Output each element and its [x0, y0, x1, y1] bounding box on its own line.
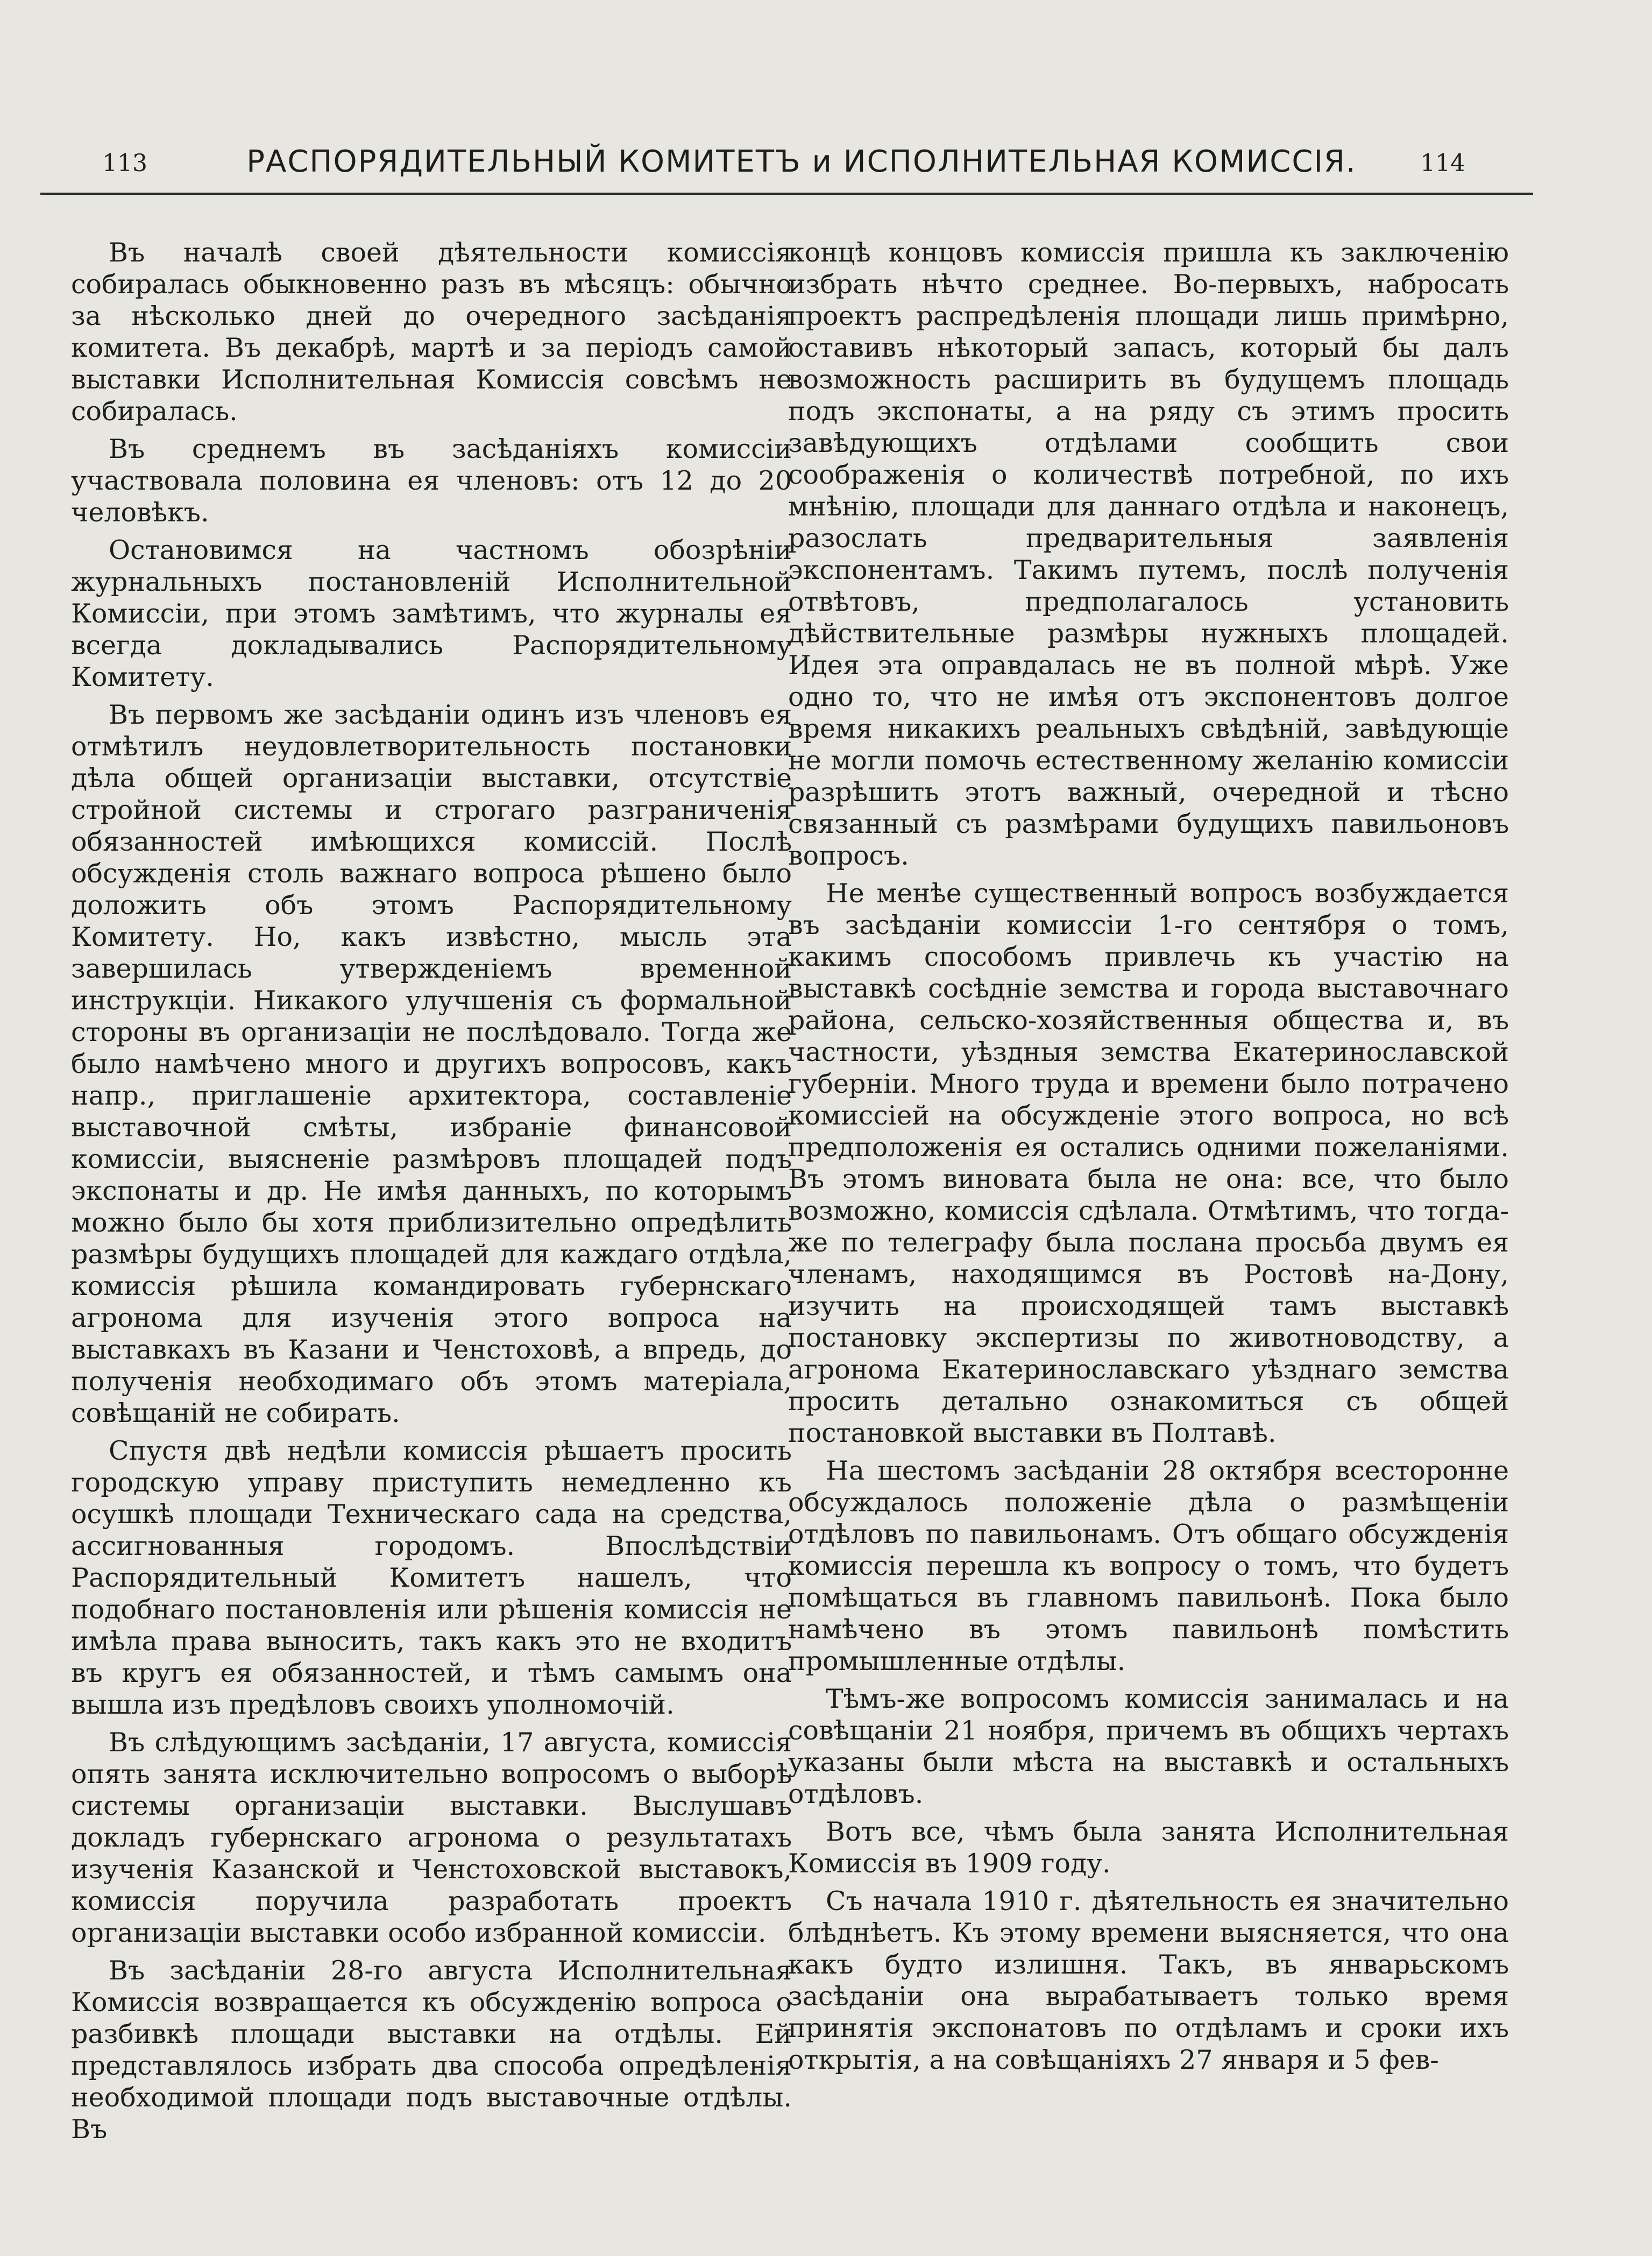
paragraph: Въ слѣдующимъ засѣданіи, 17 августа, комиссія опять занята исключительно вопросомъ о выборѣ системы организаціи выставки. Выслушавъ докладъ губернскаго агронома о результатахъ изученія Казанской и Ченстоховской выставокъ, комиссія поручила разработать проектъ организаціи выставки особо избранной комиссіи.	[71, 1727, 792, 1948]
left-column	[71, 237, 792, 2151]
paragraph: Въ началѣ своей дѣятельности комиссія собиралась обыкновенно разъ въ мѣсяцъ: обычно за нѣсколько дней до очередного засѣданія комитета. Въ декабрѣ, мартѣ и за періодъ самой выставки Исполнительная Комиссія совсѣмъ не собиралась.	[71, 237, 792, 427]
paragraph: Въ первомъ же засѣданіи одинъ изъ членовъ ея отмѣтилъ неудовлетворительность постановки дѣла общей организаціи выставки, отсутствіе стройной системы и строгаго разграниченія обязанностей имѣющихся комиссій. Послѣ обсужденія столь важнаго вопроса рѣшено было доложить объ этомъ Распорядительному Комитету. Но, какъ извѣстно, мысль эта завершилась утвержденіемъ временной инструкціи. Никакого улучшенія съ формальной стороны въ организаціи не послѣдовало. Тогда же было намѣчено много и другихъ вопросовъ, какъ напр., приглашеніе архитектора, составленіе выставочной смѣты, избраніе финансовой комиссіи, выясненіе размѣровъ площадей подъ экспонаты и др. Не имѣя данныхъ, по которымъ можно было бы хотя приблизительно опредѣлить размѣры будущихъ площадей для каждаго отдѣла, комиссія рѣшила командировать губернскаго агронома для изученія этого вопроса на выставкахъ въ Казани и Ченстоховѣ, а впредь, до полученія необходимаго объ этомъ матеріала, совѣщаній не собирать.	[71, 699, 792, 1428]
paragraph: Въ засѣданіи 28-го августа Исполнительная Комиссія возвращается къ обсужденію вопроса о разбивкѣ площади выставки на отдѣлы. Ей представлялось избрать два способа опредѣленія необходимой площади подъ выставочные отдѣлы. Въ	[71, 1955, 792, 2145]
paragraph: Тѣмъ-же вопросомъ комиссія занималась и на совѣщаніи 21 ноября, причемъ въ общихъ чертахъ указаны были мѣста на выставкѣ и остальныхъ отдѣловъ.	[788, 1684, 1509, 1809]
paragraph: На шестомъ засѣданіи 28 октября всесторонне обсуждалось положеніе дѣла о размѣщеніи отдѣловъ по павильонамъ. Отъ общаго обсужденія комиссія перешла къ вопросу о томъ, что будетъ помѣщаться въ главномъ павильонѣ. Пока было намѣчено въ этомъ павильонѣ помѣстить промышленные отдѣлы.	[788, 1455, 1509, 1677]
paragraph: Въ среднемъ въ засѣданіяхъ комиссіи участвовала половина ея членовъ: отъ 12 до 20 человѣкъ.	[71, 434, 792, 528]
right-column	[788, 237, 1509, 2082]
header-rule	[40, 193, 1533, 195]
paragraph: Остановимся на частномъ обозрѣніи журнальныхъ постановленій Исполнительной Комиссіи, при этомъ замѣтимъ, что журналы ея всегда докладывались Распорядительному Комитету.	[71, 535, 792, 692]
paragraph: Съ начала 1910 г. дѣятельность ея значительно блѣднѣетъ. Къ этому времени выясняется, что она какъ будто излишня. Такъ, въ январьскомъ засѣданіи она вырабатываетъ только время принятія экспонатовъ по отдѣламъ и сроки ихъ открытія, а на совѣщаніяхъ 27 января и 5 фев-	[788, 1886, 1509, 2075]
paragraph: Спустя двѣ недѣли комиссія рѣшаетъ просить городскую управу приступить немедленно къ осушкѣ площади Техническаго сада на средства, ассигнованныя городомъ. Впослѣдствіи Распорядительный Комитетъ нашелъ, что подобнаго постановленія или рѣшенія комиссія не имѣла права выносить, такъ какъ это не входитъ въ кругъ ея обязанностей, и тѣмъ самымъ она вышла изъ предѣловъ своихъ уполномочій.	[71, 1435, 792, 1720]
page-header	[43, 139, 1533, 198]
paragraph: Не менѣе существенный вопросъ возбуждается въ засѣданіи комиссіи 1-го сентября о томъ, какимъ способомъ привлечь къ участію на выставкѣ сосѣдніе земства и города выставочнаго района, сельско-хозяйственныя общества и, въ частности, уѣздныя земства Екатеринославской губерніи. Много труда и времени было потрачено комиссіей на обсужденіе этого вопроса, но всѣ предположенія ея остались одними пожеланіями. Въ этомъ виновата была не она: все, что было возможно, комиссія сдѣлала. Отмѣтимъ, что тогда-же по телеграфу была послана просьба двумъ ея членамъ, находящимся въ Ростовѣ на-Дону, изучить на происходящей тамъ выставкѣ постановку экспертизы по животноводству, а агронома Екатеринославскаго уѣзднаго земства просить детально ознакомиться съ общей постановкой выставки въ Полтавѣ.	[788, 878, 1509, 1448]
page-title: РАСПОРЯДИТЕЛЬНЫЙ КОМИТЕТЪ и ИСПОЛНИТЕЛЬНАЯ КОМИССІЯ.	[246, 144, 1357, 179]
page-number-left: 113	[102, 150, 147, 177]
paragraph: Вотъ все, чѣмъ была занята Исполнительная Комиссія въ 1909 году.	[788, 1816, 1509, 1879]
paragraph-continued: концѣ концовъ комиссія пришла къ заключенію избрать нѣчто среднее. Во-первыхъ, набросать проектъ распредѣленія площади лишь примѣрно, оставивъ нѣкоторый запасъ, который бы далъ возможность расширить въ будущемъ площадь подъ экспонаты, а на ряду съ этимъ просить завѣдующихъ отдѣлами сообщить свои соображенія о количествѣ потребной, по ихъ мнѣнію, площади для даннаго отдѣла и наконецъ, разослать предварительныя заявленія экспонентамъ. Такимъ путемъ, послѣ полученія отвѣтовъ, предполагалось установить дѣйствительные размѣры нужныхъ площадей. Идея эта оправдалась не въ полной мѣрѣ. Уже одно то, что не имѣя отъ экспонентовъ долгое время никакихъ реальныхъ свѣдѣній, завѣдующіе не могли помочь естественному желанію комиссіи разрѣшить этотъ важный, очередной и тѣсно связанный съ размѣрами будущихъ павильоновъ вопросъ.	[788, 237, 1509, 871]
page-number-right: 114	[1420, 150, 1465, 177]
